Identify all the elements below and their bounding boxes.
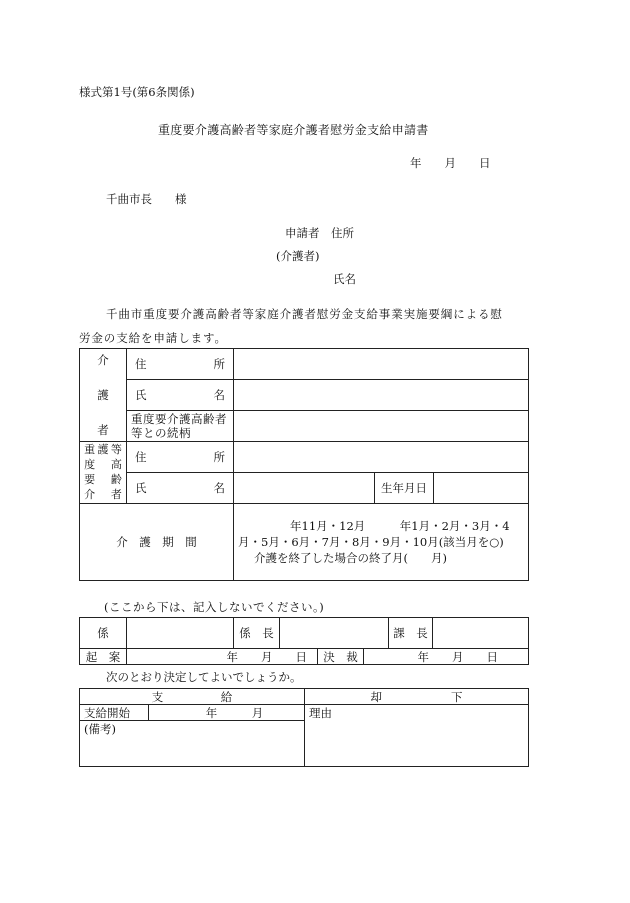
body-text-line1: 千曲市重度要介護高齢者等家庭介護者慰労金支給事業実施要綱による慰 [106,307,503,321]
kacho-label: 課 長 [389,618,433,649]
addressee: 千曲市長 様 [106,192,187,206]
form-number: 様式第1号(第6条関係) [79,85,195,99]
applicant-address-label: 申請者 住所 [285,226,354,240]
relation-field[interactable] [234,411,529,442]
caregiver-name-label: 氏 名 [127,380,234,411]
period-field[interactable] [234,504,529,581]
period-line-3: 介護を終了した場合の終了月( 月) [254,551,447,565]
reason-label: 理由 [309,706,332,720]
body-text-line2: 労金の支給を申請します。 [79,331,227,345]
kian-label: 起 案 [80,649,127,665]
elderly-address-field[interactable] [234,442,529,473]
kakaricho-stamp[interactable] [280,618,389,649]
rejection-reason[interactable] [305,705,529,767]
caregiver-header [80,349,127,442]
period-line-2: 月・5月・6月・7月・8月・9月・10月(該当月を○) [238,535,504,549]
caregiver-name-field[interactable] [234,380,529,411]
applicant-name-label: 氏名 [333,272,356,286]
approval-table [79,617,529,665]
kessai-label: 決 裁 [318,649,364,665]
payment-start-label: 支給開始 [80,705,149,721]
elderly-name-label: 氏 名 [127,473,234,504]
caregiver-char-2: 護 [97,388,109,402]
birthdate-label: 生年月日 [375,473,434,504]
office-use-note: (ここから下は、記入しないでください。) [104,600,325,614]
payment-start-date[interactable]: 年 月 [149,705,305,721]
elderly-address-label: 住 所 [127,442,234,473]
date-line: 年 月 日 [410,156,491,170]
caregiver-address-label: 住 所 [127,349,234,380]
rejection-header: 却 下 [305,689,529,705]
document-title: 重度要介護高齢者等家庭介護者慰労金支給申請書 [158,123,429,137]
elderly-name-field[interactable] [234,473,375,504]
caregiver-char-3: 者 [97,423,109,437]
elderly-header: 重 護 等 度 高 要 齢 介 者 [80,442,127,504]
caregiver-address-field[interactable] [234,349,529,380]
relation-label: 重度要介護高齢者等との続柄 [127,411,234,442]
remarks-label: (備考) [84,722,116,736]
caregiver-char-1: 介 [97,353,109,367]
kian-date[interactable]: 年 月 日 [127,649,318,665]
birthdate-field[interactable] [434,473,529,504]
decision-text: 次のとおり決定してよいでしょうか。 [106,670,302,684]
application-table [79,348,529,581]
kacho-stamp[interactable] [433,618,529,649]
decision-table [79,688,529,767]
kessai-date[interactable]: 年 月 日 [364,649,529,665]
kakari-stamp[interactable] [127,618,234,649]
period-line-1: 年11月・12月 年1月・2月・3月・4 [290,519,510,533]
applicant-caregiver-label: (介護者) [276,249,320,263]
kakari-label: 係 [80,618,127,649]
remarks-field[interactable] [80,721,305,767]
payment-header: 支 給 [80,689,305,705]
kakaricho-label: 係 長 [234,618,280,649]
period-label: 介 護 期 間 [80,504,234,581]
